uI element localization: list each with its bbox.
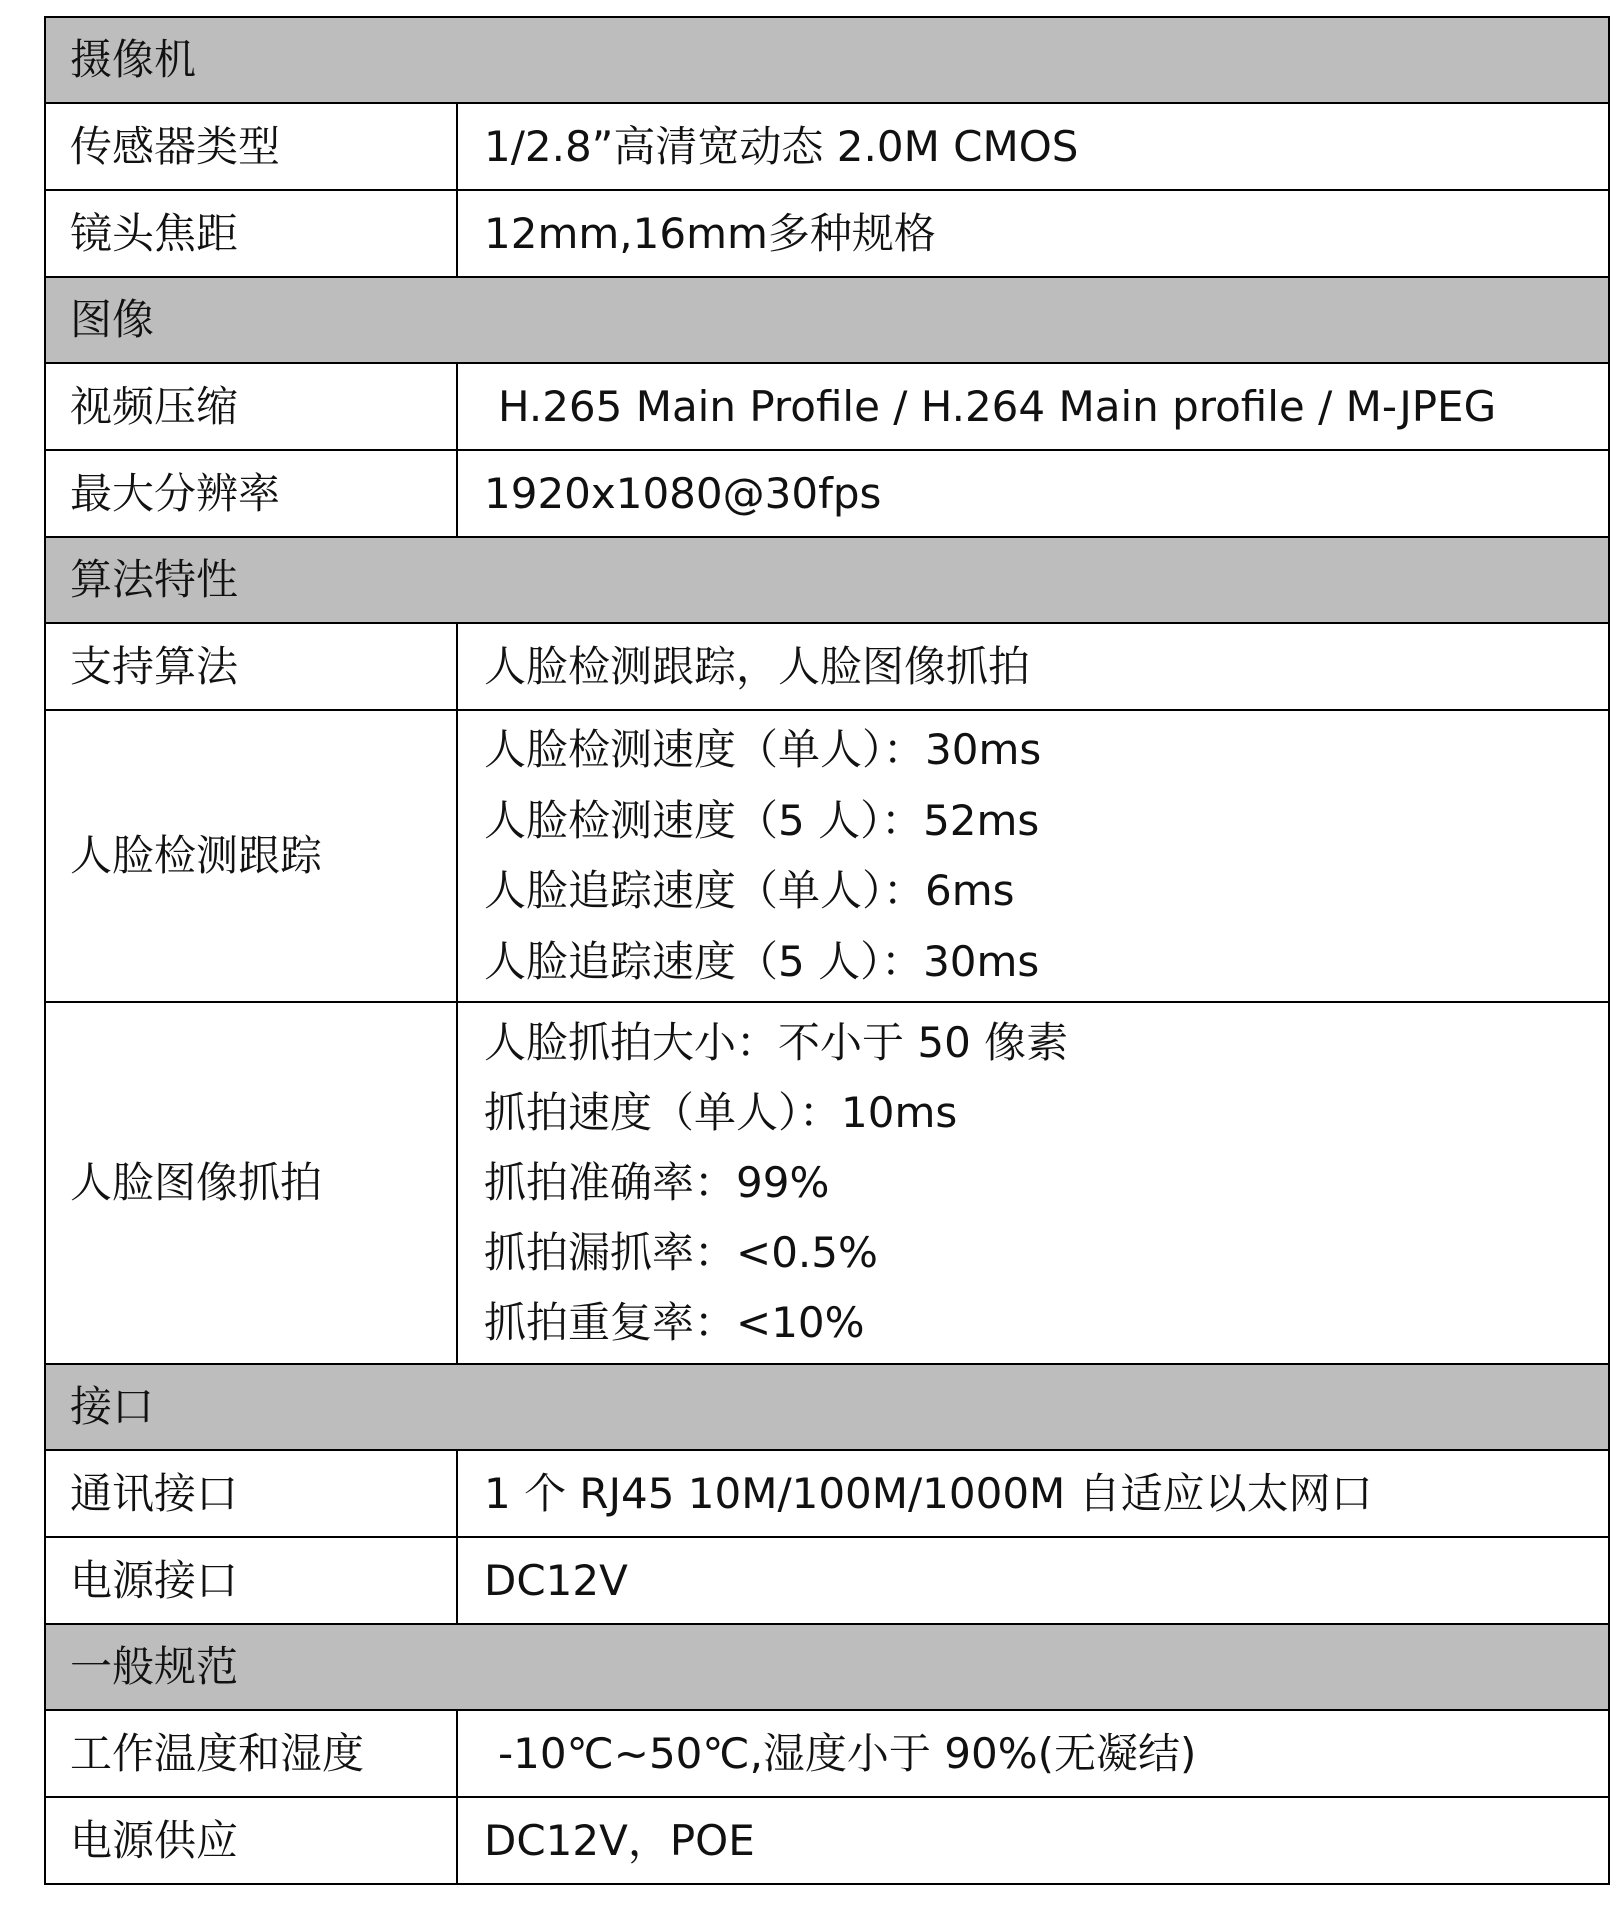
spec-value: -10℃~50℃,湿度小于 90%(无凝结): [457, 1710, 1609, 1797]
spec-label: 支持算法: [45, 623, 457, 710]
spec-value: DC12V，POE: [457, 1797, 1609, 1884]
spec-table: [44, 16, 1610, 1885]
spec-value: H.265 Main Profile / H.264 Main profile / M-JPEG: [457, 363, 1609, 450]
spec-row-capture: [45, 1002, 1609, 1364]
spec-row-compression: [45, 363, 1609, 450]
spec-label: 电源供应: [45, 1797, 457, 1884]
spec-value: 1/2.8”高清宽动态 2.0M CMOS: [457, 103, 1609, 190]
spec-label: 最大分辨率: [45, 450, 457, 537]
section-title: 摄像机: [45, 17, 1609, 103]
spec-label: 电源接口: [45, 1537, 457, 1624]
spec-label: 传感器类型: [45, 103, 457, 190]
section-title: 接口: [45, 1364, 1609, 1450]
section-row-general: [45, 1624, 1609, 1710]
spec-row-power: [45, 1537, 1609, 1624]
spec-row-resolution: [45, 450, 1609, 537]
spec-label: 人脸图像抓拍: [45, 1002, 457, 1364]
spec-label: 工作温度和湿度: [45, 1710, 457, 1797]
spec-value: DC12V: [457, 1537, 1609, 1624]
spec-value-line: 抓拍速度（单人）：10ms: [484, 1088, 958, 1137]
spec-value-line: 抓拍漏抓率：<0.5%: [484, 1228, 878, 1277]
spec-row-tracking: [45, 710, 1609, 1002]
section-title: 算法特性: [45, 537, 1609, 623]
section-row-algorithm: [45, 537, 1609, 623]
section-row-image: [45, 277, 1609, 363]
spec-value-line: 人脸追踪速度（单人）：6ms: [484, 866, 1015, 915]
spec-value-line: 人脸追踪速度（5 人）：30ms: [484, 936, 1040, 986]
spec-value-list: [457, 1002, 1609, 1364]
spec-row-supported: [45, 623, 1609, 710]
section-title: 图像: [45, 277, 1609, 363]
spec-label: 视频压缩: [45, 363, 457, 450]
spec-value-line: 抓拍准确率：99%: [484, 1158, 830, 1207]
spec-row-network: [45, 1450, 1609, 1537]
spec-row-sensor: [45, 103, 1609, 190]
spec-value: 1920x1080@30fps: [457, 450, 1609, 537]
spec-row-lens: [45, 190, 1609, 277]
spec-row-environment: [45, 1710, 1609, 1797]
spec-label: 镜头焦距: [45, 190, 457, 277]
spec-value-list: [457, 710, 1609, 1002]
section-row-interface: [45, 1364, 1609, 1450]
spec-label: 通讯接口: [45, 1450, 457, 1537]
spec-row-supply: [45, 1797, 1609, 1884]
spec-label: 人脸检测跟踪: [45, 710, 457, 1002]
spec-value-line: 人脸检测速度（单人）：30ms: [484, 725, 1042, 774]
section-title: 一般规范: [45, 1624, 1609, 1710]
spec-value-line: 人脸抓拍大小：不小于 50 像素: [484, 1018, 1069, 1067]
spec-value: 12mm,16mm多种规格: [457, 190, 1609, 277]
spec-value-line: 人脸检测速度（5 人）：52ms: [484, 795, 1040, 845]
spec-value: 1 个 RJ45 10M/100M/1000M 自适应以太网口: [457, 1450, 1609, 1537]
spec-value: 人脸检测跟踪，人脸图像抓拍: [457, 623, 1609, 710]
spec-value-line: 抓拍重复率：<10%: [484, 1298, 865, 1347]
section-row-camera: [45, 17, 1609, 103]
